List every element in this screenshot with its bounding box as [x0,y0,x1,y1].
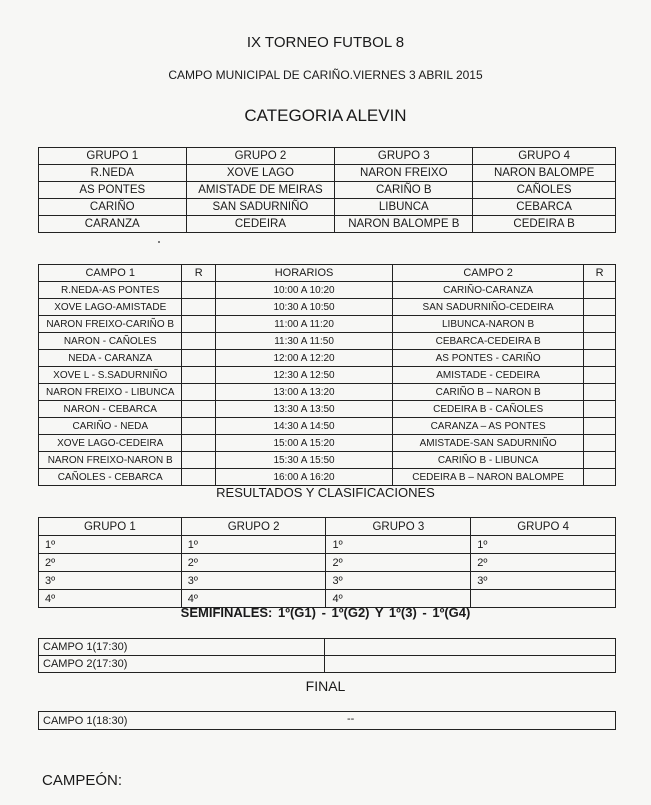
schedule-row [39,316,616,333]
position-cell: 3º [471,572,616,590]
team-cell: CARIÑO B [335,182,473,199]
schedule-header-campo2: CAMPO 2 [393,265,584,282]
campo2-match: AS PONTES - CARIÑO [393,350,584,367]
position-cell: 2º [326,554,471,572]
campo2-result [584,418,616,435]
groups-table [38,147,616,233]
results-group-header: GRUPO 2 [181,518,326,536]
campo1-match: NARON FREIXO-CARIÑO B [39,316,182,333]
campo1-match: NARON - CAÑOLES [39,333,182,350]
campo1-match: NARON FREIXO-NARON B [39,452,182,469]
campo2-match: CARANZA – AS PONTES [393,418,584,435]
schedule-table [38,264,616,486]
campo2-result [584,452,616,469]
team-cell: LIBUNCA [335,199,473,216]
team-cell: CAÑOLES [473,182,616,199]
final-slot-label: CAMPO 1(18:30) [43,714,128,727]
semifinal-row [39,639,616,656]
team-cell: CARANZA [39,216,187,233]
final-title: FINAL [305,678,346,694]
campo2-result [584,299,616,316]
campo1-match: NARON - CEBARCA [39,401,182,418]
team-cell: AMISTADE DE MEIRAS [186,182,335,199]
campo1-result [182,299,216,316]
position-cell: 3º [326,572,471,590]
schedule-row [39,384,616,401]
schedule-row [39,469,616,486]
position-cell: 1º [181,536,326,554]
group-header: GRUPO 1 [39,148,187,165]
team-cell: AS PONTES [39,182,187,199]
match-time: 13:00 A 13:20 [215,384,392,401]
position-cell: 2º [471,554,616,572]
team-cell: CARIÑO [39,199,187,216]
semifinals-table [38,638,616,673]
tournament-title: IX TORNEO FUTBOL 8 [246,34,405,51]
groups-row [39,182,616,199]
groups-row [39,216,616,233]
team-cell: NARON BALOMPE B [335,216,473,233]
semifinal-result [324,656,615,673]
final-table [38,711,616,730]
groups-row [39,165,616,182]
position-cell: 2º [181,554,326,572]
team-cell: NARON BALOMPE [473,165,616,182]
campo1-match: CAÑOLES - CEBARCA [39,469,182,486]
results-row [39,554,616,572]
semifinals-title: SEMIFINALES: 1º(G1) - 1º(G2) Y 1º(3) - 1º(G4) [180,605,471,620]
match-time: 10:00 A 10:20 [215,282,392,299]
campo2-result [584,316,616,333]
groups-row [39,199,616,216]
campo2-result [584,350,616,367]
schedule-header-result2: R [584,265,616,282]
campo2-result [584,401,616,418]
campo1-match: XOVE LAGO-AMISTADE [39,299,182,316]
schedule-row [39,282,616,299]
position-cell: 3º [39,572,182,590]
results-group-header: GRUPO 1 [39,518,182,536]
schedule-header-result1: R [182,265,216,282]
campo1-result [182,367,216,384]
match-time: 11:00 A 11:20 [215,316,392,333]
schedule-header-row [39,265,616,282]
match-time: 11:30 A 11:50 [215,333,392,350]
schedule-row [39,350,616,367]
campo2-result [584,367,616,384]
position-cell: 4º [181,590,326,608]
campo2-match: CEDEIRA B - CAÑOLES [393,401,584,418]
campo2-match: SAN SADURNIÑO-CEDEIRA [393,299,584,316]
semifinal-row [39,656,616,673]
campo2-match: LIBUNCA-NARON B [393,316,584,333]
group-header: GRUPO 3 [335,148,473,165]
campo2-result [584,469,616,486]
match-time: 13:30 A 13:50 [215,401,392,418]
group-header: GRUPO 4 [473,148,616,165]
campo1-result [182,401,216,418]
campo1-match: XOVE LAGO-CEDEIRA [39,435,182,452]
campo2-match: CARIÑO B – NARON B [393,384,584,401]
stray-dot [158,241,160,243]
champion-label: CAMPEÓN: [42,772,123,789]
position-cell: 1º [471,536,616,554]
results-header-row [39,518,616,536]
position-cell: 4º [39,590,182,608]
campo2-match: AMISTADE-SAN SADURNIÑO [393,435,584,452]
campo2-result [584,282,616,299]
campo2-result [584,333,616,350]
position-cell: 1º [326,536,471,554]
campo1-match: NEDA - CARANZA [39,350,182,367]
match-time: 12:00 A 12:20 [215,350,392,367]
schedule-row [39,452,616,469]
results-table [38,517,616,608]
campo1-match: XOVE L - S.SADURNIÑO [39,367,182,384]
position-cell: 3º [181,572,326,590]
schedule-row [39,401,616,418]
campo1-result [182,418,216,435]
results-title: RESULTADOS Y CLASIFICACIONES [216,485,435,500]
campo2-result [584,384,616,401]
match-time: 15:30 A 15:50 [215,452,392,469]
campo1-result [182,282,216,299]
campo1-result [182,452,216,469]
campo2-match: AMISTADE - CEDEIRA [393,367,584,384]
schedule-row [39,333,616,350]
campo1-result [182,316,216,333]
team-cell: SAN SADURNIÑO [186,199,335,216]
campo2-match: CEDEIRA B – NARON BALOMPE [393,469,584,486]
campo2-match: CARIÑO-CARANZA [393,282,584,299]
schedule-row [39,418,616,435]
category-heading: CATEGORIA ALEVIN [244,106,407,125]
team-cell: R.NEDA [39,165,187,182]
campo1-match: CARIÑO - NEDA [39,418,182,435]
campo1-result [182,435,216,452]
results-group-header: GRUPO 3 [326,518,471,536]
results-row [39,536,616,554]
final-score: -- [347,713,355,725]
match-time: 14:30 A 14:50 [215,418,392,435]
schedule-row [39,435,616,452]
campo2-match: CEBARCA-CEDEIRA B [393,333,584,350]
campo1-match: NARON FREIXO - LIBUNCA [39,384,182,401]
semifinal-slot-label: CAMPO 1(17:30) [39,639,325,656]
semifinal-slot-label: CAMPO 2(17:30) [39,656,325,673]
campo1-result [182,350,216,367]
campo1-result [182,333,216,350]
team-cell: XOVE LAGO [186,165,335,182]
campo2-match: CARIÑO B - LIBUNCA [393,452,584,469]
match-time: 15:00 A 15:20 [215,435,392,452]
group-header: GRUPO 2 [186,148,335,165]
team-cell: NARON FREIXO [335,165,473,182]
venue-date-subtitle: CAMPO MUNICIPAL DE CARIÑO.VIERNES 3 ABRIL 2015 [168,68,483,82]
team-cell: CEDEIRA B [473,216,616,233]
campo1-result [182,469,216,486]
position-cell: 4º [326,590,471,608]
position-cell: 1º [39,536,182,554]
results-group-header: GRUPO 4 [471,518,616,536]
match-time: 16:00 A 16:20 [215,469,392,486]
campo1-result [182,384,216,401]
schedule-row [39,367,616,384]
results-row [39,572,616,590]
groups-header-row [39,148,616,165]
position-cell: 2º [39,554,182,572]
campo2-result [584,435,616,452]
team-cell: CEDEIRA [186,216,335,233]
match-time: 12:30 A 12:50 [215,367,392,384]
team-cell: CEBARCA [473,199,616,216]
campo1-match: R.NEDA-AS PONTES [39,282,182,299]
schedule-header-horarios: HORARIOS [215,265,392,282]
schedule-row [39,299,616,316]
schedule-header-campo1: CAMPO 1 [39,265,182,282]
semifinal-result [324,639,615,656]
match-time: 10:30 A 10:50 [215,299,392,316]
final-row [39,712,616,730]
